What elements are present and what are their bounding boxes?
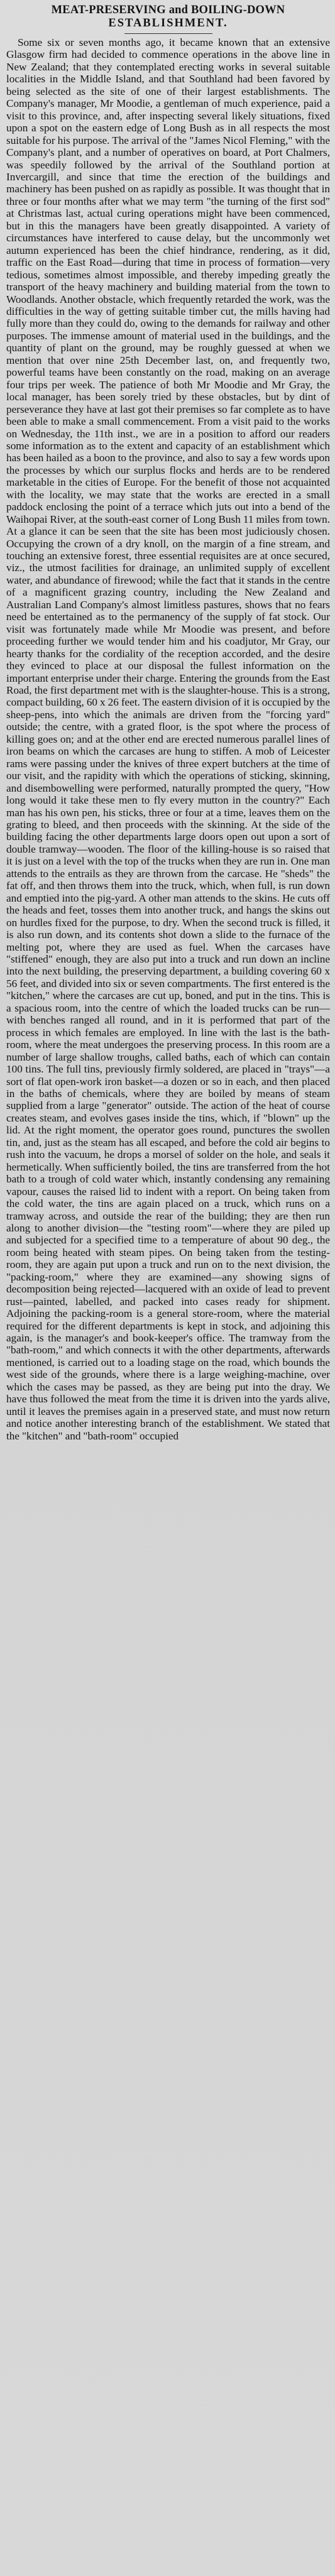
headline-part-1: MEAT-PRESERVING — [51, 4, 166, 16]
headline-and: and — [168, 4, 189, 16]
article-body: Some six or seven months ago, it became known that an extensive Glasgow firm had decided to commence operations in the above line in New Zealand; that they contemplated erecting works in several suitable localities in the Middle Island, and that Southland had been favored by being selected as the site of one of their largest establishments. The Company's manager, Mr Moodie, a gentleman of much experience, paid a visit to this province, and, after inspecting several likely situations, fixed upon a spot on the eastern edge of Long Bush as in all respects the most suitable for his purpose. The arrival of the "James Nicol Fleming," with the Company's plant, and a number of operatives on board, at Port Chalmers, was speedily followed by the arrival of the Southland portion at Invercargill, and since that time the erection of the buildings and machinery has been pushed on as rapidly as possible. It was thought that in three or four months after what we may term "the turning of the first sod" at Christmas last, actual curing operations might have been commenced, but in this the managers have been greatly disappointed. A variety of circumstances have interfered to cause delay, but the uncommonly wet autumn experienced has been the chief hindrance, rendering, as it did, traffic on the East Road—during that time in process of formation—very tedious, sometimes almost impossible, and thereby impeding greatly the transport of the heavy machinery and building material from the town to Woodlands. Another obstacle, which frequently retarded the work, was the difficulties in the way of getting suitable timber cut, the mills having had fully more than they could do, owing to the demands for railway and other purposes. The immense amount of material used in the buildings, and the quantity of plant on the ground, may be roughly guessed at when we mention that over nine 25th December last, on, and frequently two, powerful teams have been constantly on the road, making on an average four trips per week. The patience of both Mr Moodie and Mr Gray, the local manager, has been sorely tried by these obstacles, but by dint of perseverance they have at last got their premises so far complete as to have been able to make a small commencement. From a visit paid to the works on Wednesday, the 11th inst., we are in a position to afford our readers some information as to the extent and capacity of an establishment which has been hailed as a boon to the province, and also to say a few words upon the processes by which our surplus flocks and herds are to be rendered marketable in the cities of Europe. For the benefit of those not acquainted with the locality, we may state that the works are erected in a small paddock enclosing the point of a terrace which juts out into a bend of the Waihopai River, at the south-east corner of Long Bush 11 miles from town. At a glance it can be seen that the site has been most judiciously chosen. Occupying the crown of a dry knoll, on the margin of a fine stream, and touching an extensive forest, three essential requisites are at once secured, viz., the utmost facilities for drainage, an unlimited supply of excellent water, and abundance of firewood; while the fact that it stands in the centre of a magnificent grazing country, including the New Zealand and Australian Land Company's almost limitless pastures, shows that no fears need be entertained as to the permanency of the supply of fat stock. Our visit was fortunately made while Mr Moodie was present, and before proceeding further we would tender him and his coadjutor, Mr Gray, our hearty thanks for the cordiality of the reception accorded, and the desire they evinced to place at our disposal the fullest information on the important enterprise under their charge. Entering the grounds from the East Road, the first department met with is the slaughter-house. This is a strong, compact building, 60 x 26 feet. The eastern division of it is occupied by the sheep-pens, into which the animals are driven from the "forcing yard" outside; the centre, with a grated floor, is the spot where the process of killing goes on; and at the other end are erected numerous parallel lines of iron beams on which the carcases are hung to stiffen. A mob of Leicester rams were passing under the knives of three expert butchers at the time of our visit, and the rapidity with which the operations of sticking, skinning, and disembowelling were performed, naturally prompted the query, "How long would it take these men to fly every mutton in the country?" Each man has his own pen, his sticks, three or four at a time, leaves them on the grating to bleed, and then proceeds with the skinning. At the side of the building facing the other departments large doors open out upon a sort of double tramway—wooden. The floor of the killing-house is so raised that it is just on a level with the top of the trucks when they are run in. One man attends to the entrails as they are thrown from the carcase. He "sheds" the fat off, and then throws them into the truck, which, when full, is run down and emptied into the pig-yard. A other man attends to the skins. He cuts off the heads and feet, tosses them into another truck, and hangs the skins out on hurdles fixed for the purpose, to dry. When the second truck is filled, it is also run down, and its contents shot down a slide to the furnace of the melting pot, where they are used as fuel. When the carcases have "stiffened" enough, they are also put into a truck and run down an incline into the next building, the preserving department, a building covering 60 x 56 feet, and divided into six or seven compartments. The first entered is the "kitchen," where the carcases are cut up, boned, and put in the tins. This is a spacious room, into the centre of which the loaded trucks can be run—with benches ranged all round, and in it is performed that part of the process in which females are employed. In line with the last is the bath-room, where the meat undergoes the preserving process. In this room are a number of large shallow troughs, called baths, each of which can contain 100 tins. The full tins, previously firmly soldered, are placed in "trays"—a sort of flat open-work iron basket—a dozen or so in each, and then placed in the baths of chemicals, where they are boiled by means of steam supplied from a large "generator" outside. The action of the heat of course creates steam, and evolves gases inside the tins, which, if "blown" up the lid. At the right moment, the operator goes round, punctures the swollen tin, and, just as the steam has all escaped, and before the cold air begins to rush into the vacuum, he drops a morsel of solder on the hole, and seals it hermetically. When sufficiently boiled, the tins are transferred from the hot bath to a trough of cold water which, instantly condensing any remaining vapour, causes the raised lid to indent with a report. On being taken from the cold water, the tins are again placed on a truck, which runs on a tramway across, and outside the rear of the building; they are then run along to another division—the "testing room"—where they are piled up and subjected for a specified time to a temperature of about 90 deg., the room being heated with steam pipes. On being taken from the testing-room, they are again put upon a truck and run on to the next division, the "packing-room," where they are examined—any showing signs of decomposition being rejected—lacquered with an oxide of lead to prevent rust—painted, labelled, and packed into cases ready for shipment. Adjoining the packing-room is a general store-room, where the material required for the different departments is kept in stock, and adjoining this again, is the manager's and book-keeper's office. The tramway from the "bath-room," and which connects it with the other departments, afterwards mentioned, is carried out to a loading stage on the road, which bounds the west side of the grounds, where there is a large weighing-machine, over which the cases may be passed, as they are being put into the dray. We have thus followed the meat from the time it is driven into the yards alive, until it leaves the premises again in a preserved state, and must now return and notice another interesting branch of the establishment. We stated that the "kitchen" and "bath-room" occupied — [6, 36, 330, 1442]
headline-part-2: BOILING-DOWN — [190, 4, 285, 16]
article-subheadline: ESTABLISHMENT. — [108, 17, 228, 30]
article-headline — [6, 4, 330, 16]
headline-rule — [124, 33, 212, 34]
